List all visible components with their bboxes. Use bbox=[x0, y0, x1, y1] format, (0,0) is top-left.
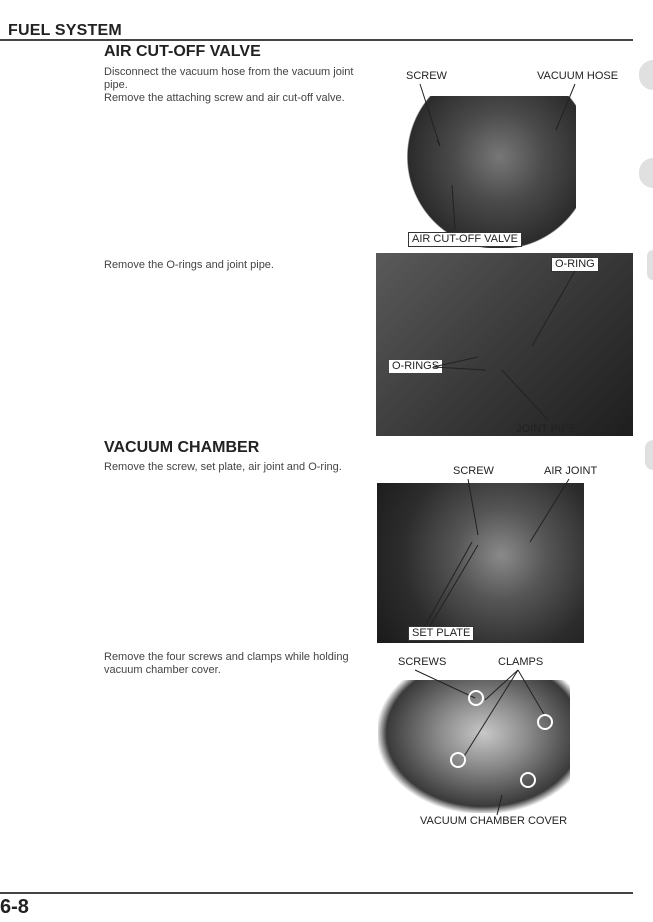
figure-o-rings-joint-pipe bbox=[376, 253, 633, 436]
figure-vacuum-chamber-cover bbox=[378, 680, 570, 813]
edge-tab bbox=[639, 60, 653, 90]
figure-vacuum-chamber bbox=[377, 483, 584, 643]
label-screws: SCREWS bbox=[398, 656, 447, 668]
header-rule bbox=[0, 39, 633, 41]
section-heading-air-cutoff: AIR CUT-OFF VALVE bbox=[104, 43, 261, 60]
section-heading-vacuum-chamber: VACUUM CHAMBER bbox=[104, 439, 260, 456]
edge-tab bbox=[645, 440, 653, 470]
label-o-rings: O-RINGS bbox=[389, 360, 442, 373]
label-o-ring: O-RING bbox=[551, 257, 599, 272]
instruction-text: Remove the screw, set plate, air joint and O-ring. bbox=[104, 461, 342, 473]
label-vacuum-hose: VACUUM HOSE bbox=[537, 70, 619, 82]
label-air-joint: AIR JOINT bbox=[544, 465, 598, 477]
label-clamps: CLAMPS bbox=[498, 656, 544, 668]
instruction-text: Disconnect the vacuum hose from the vacuum joint pipe. Remove the attaching screw and air cut-off valve. bbox=[104, 66, 354, 104]
label-screw: SCREW bbox=[406, 70, 447, 82]
page-number: 6-8 bbox=[0, 896, 29, 918]
edge-tab bbox=[647, 250, 653, 280]
instruction-text: Remove the O-rings and joint pipe. bbox=[104, 259, 274, 271]
figure-air-cutoff-valve bbox=[406, 96, 576, 248]
instruction-text: Remove the four screws and clamps while holding vacuum chamber cover. bbox=[104, 651, 349, 676]
label-screw: SCREW bbox=[453, 465, 494, 477]
label-set-plate: SET PLATE bbox=[408, 626, 474, 641]
label-air-cutoff-valve: AIR CUT-OFF VALVE bbox=[408, 232, 522, 247]
section-title: FUEL SYSTEM bbox=[8, 22, 122, 39]
footer-rule bbox=[0, 892, 633, 894]
label-vacuum-chamber-cover: VACUUM CHAMBER COVER bbox=[420, 815, 568, 827]
label-joint-pipe: JOINT PIPE bbox=[516, 423, 576, 435]
edge-tab bbox=[639, 158, 653, 188]
